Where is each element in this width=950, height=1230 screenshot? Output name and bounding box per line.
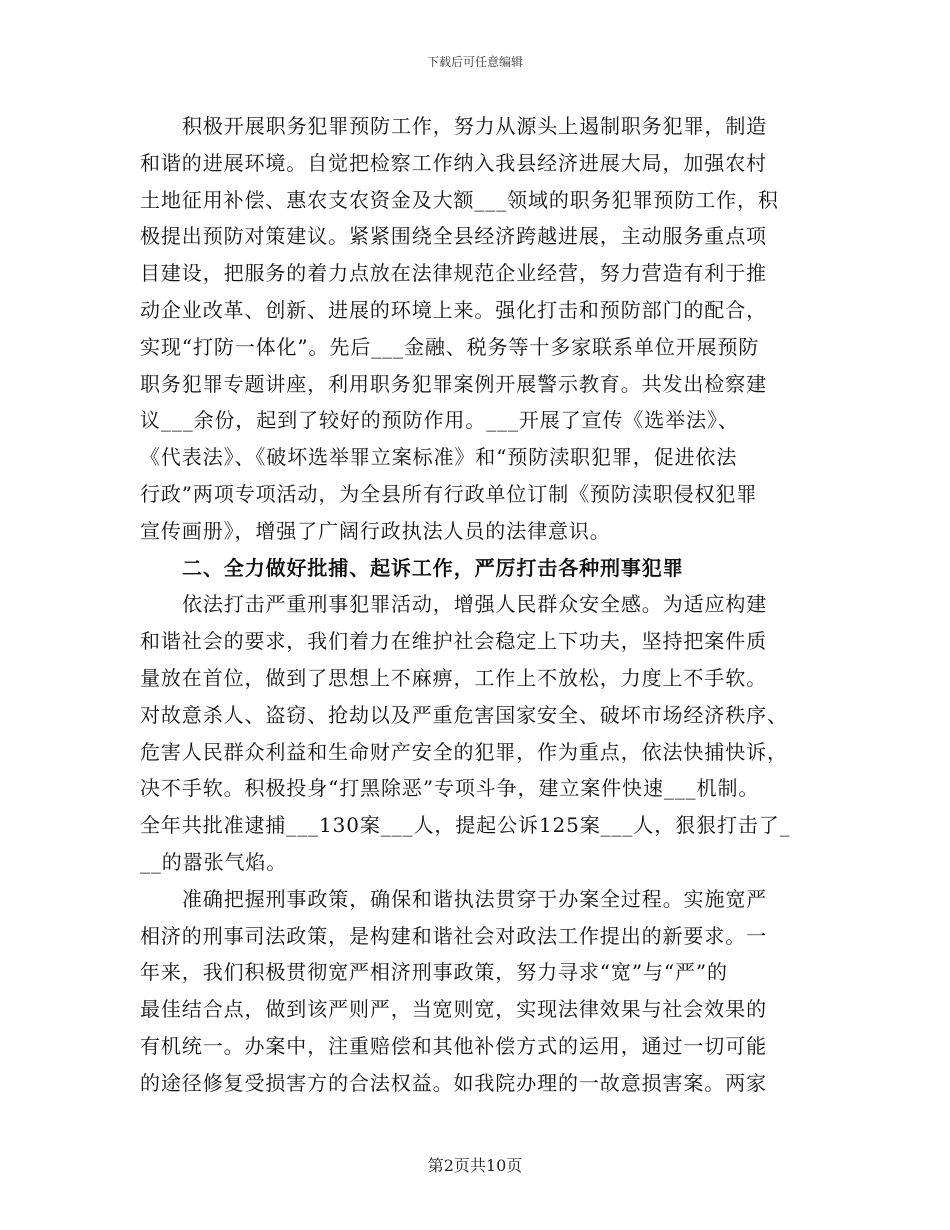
paragraph-line: 《代表法》、《破坏选举罪立案标准》和“预防渎职犯罪，促进依法 <box>140 445 738 470</box>
paragraph-line: 量放在首位，做到了思想上不麻痹，工作上不放松，力度上不手软。 <box>140 665 767 690</box>
page-footer: 第2页共10页 <box>427 1156 523 1175</box>
paragraph-line: 有机统一。办案中，注重赔偿和其他补偿方式的运用，通过一切可能 <box>140 1033 767 1058</box>
paragraph-line: 土地征用补偿、惠农支农资金及大额___领域的职务犯罪预防工作，积 <box>140 187 779 212</box>
paragraph-line: 最佳结合点，做到该严则严，当宽则宽，实现法律效果与社会效果的 <box>140 997 767 1022</box>
paragraph-line: 的途径修复受损害方的合法权益。如我院办理的一故意损害案。两家 <box>140 1070 767 1095</box>
paragraph-line: 目建设，把服务的着力点放在法律规范企业经营，努力营造有利于推 <box>140 261 767 286</box>
paragraph-line: 议___余份，起到了较好的预防作用。___开展了宣传《选举法》、 <box>140 408 739 433</box>
paragraph-line: 极提出预防对策建议。紧紧围绕全县经济跨越进展，主动服务重点项 <box>140 224 767 249</box>
paragraph-line: 积极开展职务犯罪预防工作，努力从源头上遏制职务犯罪，制造 <box>182 114 768 138</box>
paragraph-line: 职务犯罪专题讲座，利用职务犯罪案例开展警示教育。共发出检察建 <box>140 371 767 396</box>
section-heading: 二、全力做好批捕、起诉工作，严厉打击各种刑事犯罪 <box>182 555 684 580</box>
paragraph-line: 实现“打防一体化”。先后___金融、税务等十多家联系单位开展预防 <box>140 334 760 359</box>
paragraph-line: __的嚣张气焰。 <box>140 849 288 874</box>
paragraph-line: 全年共批准逮捕___130案___人，提起公诉125案___人，狠狠打击了_ <box>140 813 791 838</box>
paragraph-line: 对故意杀人、盗窃、抢劫以及严重危害国家安全、破坏市场经济秩序、 <box>140 702 788 727</box>
paragraph-line: 年来，我们积极贯彻宽严相济刑事政策，努力寻求“宽”与“严”的 <box>140 960 728 985</box>
paragraph-line: 行政”两项专项活动，为全县所有行政单位订制《预防渎职侵权犯罪 <box>140 481 758 506</box>
paragraph-line: 宣传画册》，增强了广阔行政执法人员的法律意识。 <box>140 518 611 543</box>
paragraph-line: 相济的刑事司法政策，是构建和谐社会对政法工作提出的新要求。一 <box>140 923 767 948</box>
page-header: 下载后可任意编辑 <box>426 55 523 69</box>
paragraph-line: 决不手软。积极投身“打黑除恶”专项斗争，建立案件快速___机制。 <box>140 776 760 801</box>
paragraph-line: 依法打击严重刑事犯罪活动，增强人民群众安全感。为适应构建 <box>182 592 768 617</box>
paragraph-line: 和谐的进展环境。自觉把检察工作纳入我县经济进展大局，加强农村 <box>140 150 767 175</box>
document-body <box>140 108 812 1102</box>
paragraph-line: 准确把握刑事政策，确保和谐执法贯穿于办案全过程。实施宽严 <box>182 886 768 911</box>
paragraph-line: 和谐社会的要求，我们着力在维护社会稳定上下功夫，坚持把案件质 <box>140 629 767 654</box>
paragraph-line: 危害人民群众利益和生命财产安全的犯罪，作为重点，依法快捕快诉， <box>140 739 788 764</box>
paragraph-line: 动企业改革、创新、进展的环境上来。强化打击和预防部门的配合， <box>140 297 767 322</box>
